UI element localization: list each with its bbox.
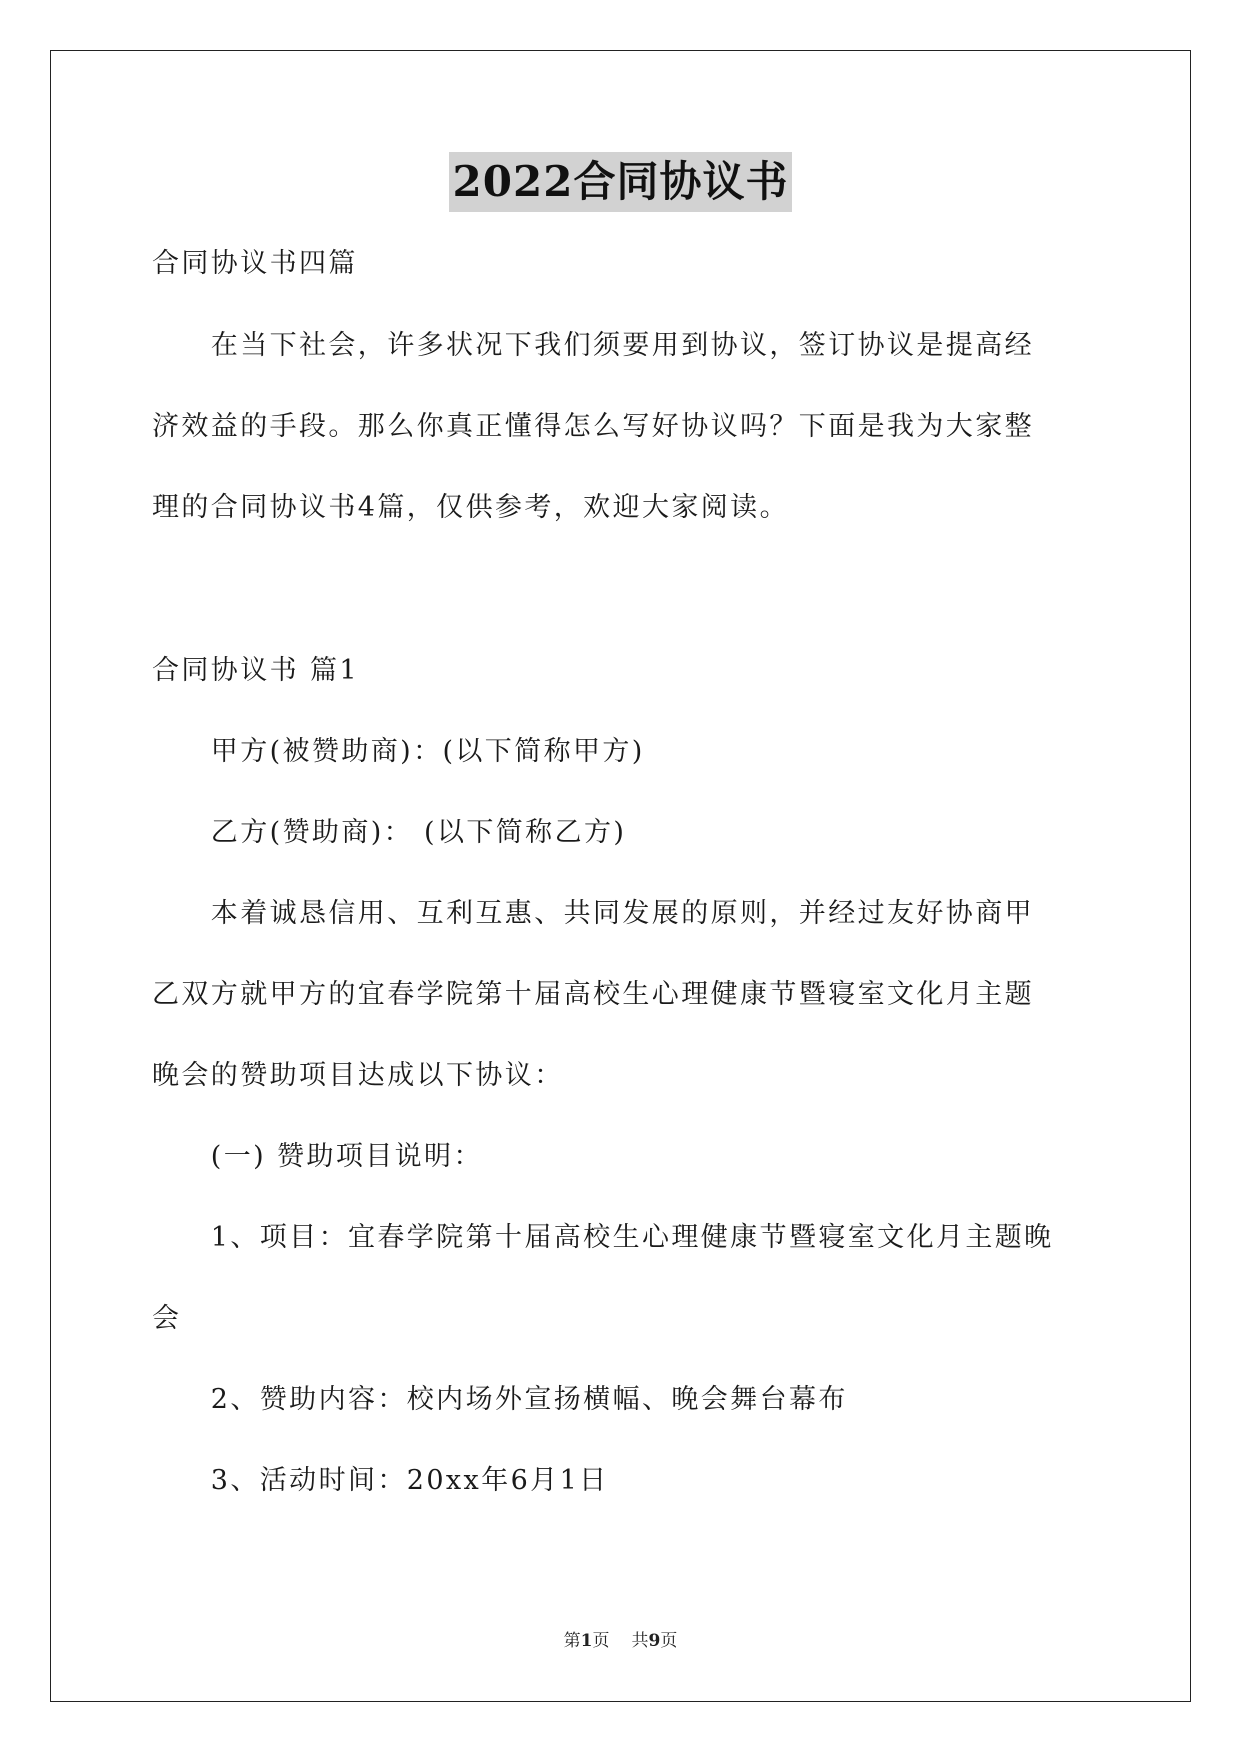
doc-line-1: 合同协议书四篇 bbox=[152, 248, 358, 279]
doc-line-11: (一) 赞助项目说明： bbox=[152, 1141, 483, 1172]
doc-line-13: 会 bbox=[152, 1303, 182, 1334]
doc-line-8: 本着诚恳信用、互利互惠、共同发展的原则，并经过友好协商甲 bbox=[152, 898, 1034, 929]
doc-line-7: 乙方(赞助商)： (以下简称乙方) bbox=[152, 817, 627, 848]
footer-total-prefix: 共 bbox=[631, 1631, 649, 1651]
doc-line-12: 1、项目：宜春学院第十届高校生心理健康节暨寝室文化月主题晚 bbox=[152, 1222, 1054, 1253]
page-border bbox=[50, 50, 1191, 1702]
doc-line-14: 2、赞助内容：校内场外宣扬横幅、晚会舞台幕布 bbox=[152, 1384, 848, 1415]
doc-line-9: 乙双方就甲方的宜春学院第十届高校生心理健康节暨寝室文化月主题 bbox=[152, 979, 1034, 1010]
footer-prefix: 第 bbox=[563, 1631, 581, 1651]
doc-line-15: 3、活动时间：20xx年6月1日 bbox=[152, 1465, 609, 1496]
doc-line-2: 在当下社会，许多状况下我们须要用到协议，签订协议是提高经 bbox=[152, 330, 1034, 361]
doc-line-3: 济效益的手段。那么你真正懂得怎么写好协议吗？下面是我为大家整 bbox=[152, 411, 1034, 442]
doc-line-4: 理的合同协议书4篇，仅供参考，欢迎大家阅读。 bbox=[152, 492, 789, 523]
footer-page-number: 1 bbox=[580, 1631, 593, 1651]
doc-line-10: 晚会的赞助项目达成以下协议： bbox=[152, 1060, 564, 1091]
footer-total-suffix: 页 bbox=[660, 1631, 678, 1651]
footer-page-suffix: 页 bbox=[592, 1631, 610, 1651]
doc-line-5: 合同协议书 篇1 bbox=[152, 655, 359, 686]
title-container bbox=[0, 152, 1241, 212]
page-footer bbox=[0, 1626, 1241, 1651]
doc-line-6: 甲方(被赞助商)：(以下简称甲方) bbox=[152, 736, 645, 767]
document-title: 2022合同协议书 bbox=[449, 152, 793, 212]
footer-total-pages: 9 bbox=[648, 1631, 661, 1651]
